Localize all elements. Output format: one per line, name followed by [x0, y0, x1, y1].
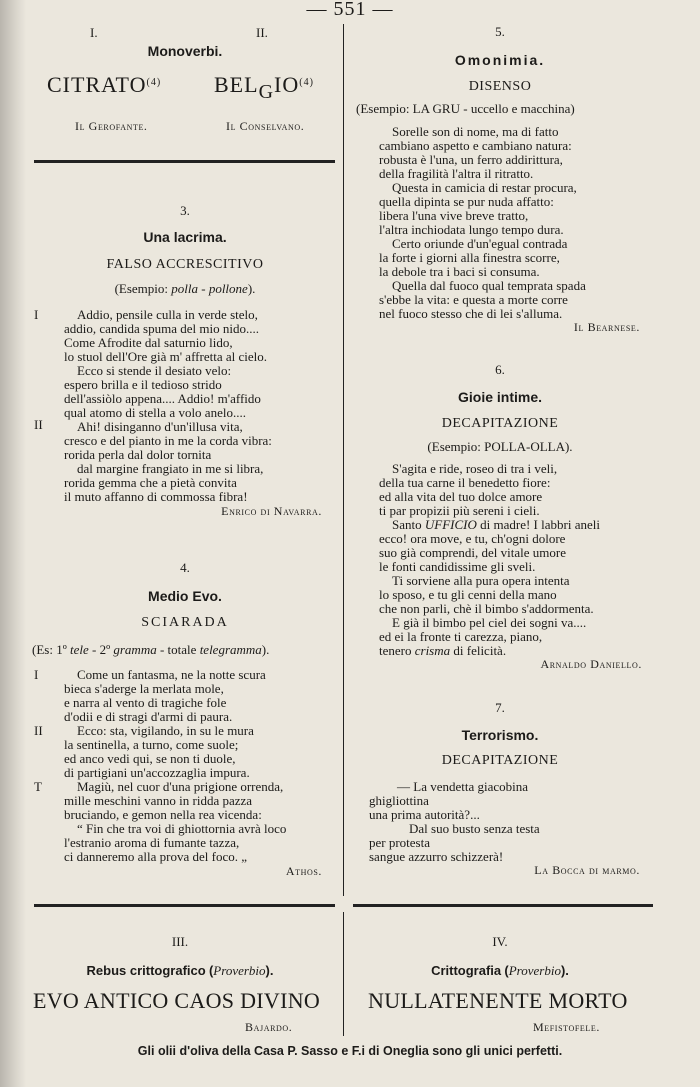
puzzle-4-example-f: telegramma	[199, 642, 262, 657]
puzzle-4-line: Ecco: sta, vigilando, in su le mura	[77, 723, 254, 738]
puzzle-3-example	[40, 281, 330, 297]
puzzle-3-line: Come Afrodite dal saturnio lido,	[64, 335, 233, 350]
puzzle-III-author: Bajardo.	[245, 1020, 293, 1034]
puzzle-6-line: della tua carne il benedetto fiore:	[379, 475, 551, 490]
puzzle-3-line: Ahi! disinganno d'un'illusa vita,	[77, 419, 243, 434]
puzzle-6-line-14-a: tenero	[379, 643, 415, 658]
puzzle-7-line: Dal suo busto senza testa	[409, 821, 540, 836]
puzzle-4-example-e: - totale	[156, 642, 200, 657]
puzzle-4-title: Medio Evo.	[148, 588, 222, 604]
puzzle-3-line: Addio, pensile culla in verde stelo,	[77, 307, 258, 322]
puzzle-2-answer	[214, 72, 314, 104]
puzzle-6-line-5-italic: UFFICIO	[424, 517, 477, 532]
puzzle-6-line: ti par propizii più sereni i cieli.	[379, 503, 540, 518]
puzzle-3-example-prefix: (Esempio:	[114, 281, 172, 296]
puzzle-5-line: Certo oriunde d'un'egual contrada	[392, 236, 568, 251]
puzzle-6-type: DECAPITAZIONE	[441, 416, 559, 431]
puzzle-3-line: rorida perla dal dolor tornita	[64, 447, 212, 462]
page-binding-shadow	[0, 0, 26, 1087]
puzzle-5-line: robusta è l'una, un ferro addirittura,	[379, 152, 563, 167]
divider-left-1	[34, 160, 335, 163]
puzzle-6-line: ed alla vita del tuo dolce amore	[379, 489, 543, 504]
puzzle-4-type: SCIARADA	[141, 615, 229, 630]
puzzle-3-line: cresco e del pianto in me la corda vibra:	[64, 433, 272, 448]
puzzle-3-line: addio, candida spuma del mio nido....	[64, 321, 259, 336]
puzzle-7-line: — La vendetta giacobina	[397, 779, 529, 794]
puzzle-6-line-14-b: di felicità.	[450, 643, 507, 658]
puzzle-III-subtitle: Proverbio	[213, 963, 266, 978]
puzzle-6-title: Gioie intime.	[457, 389, 542, 405]
puzzle-7-line: per protesta	[369, 835, 431, 850]
puzzle-5-author: Il Bearnese.	[573, 320, 640, 334]
puzzle-5-example: (Esempio: LA GRU - uccello e macchina)	[356, 101, 575, 116]
puzzle-4-example	[32, 642, 269, 658]
puzzle-1-author: Il Gerofante.	[75, 119, 148, 133]
puzzle-IV-answer: NULLATENENTE MORTO	[368, 988, 628, 1013]
puzzle-6-line: S'agita e ride, roseo di tra i veli,	[392, 461, 558, 476]
puzzle-5-line: Questa in camicia di restar procura,	[392, 180, 577, 195]
puzzle-5-line: s'ebbe la vita: e questa a morte corre	[379, 292, 568, 307]
puzzle-4-line: bruciando, e gemon nella rea vicenda:	[64, 807, 262, 822]
puzzle-5-line: la debole tra i baci si consuma.	[379, 264, 540, 279]
puzzle-7-number: 7.	[495, 700, 505, 715]
puzzle-6-number: 6.	[495, 362, 505, 377]
puzzle-3-title: Una lacrima.	[143, 229, 227, 245]
puzzle-1-answer-text: CITRATO	[47, 72, 147, 97]
puzzle-4-line: “ Fin che tra voi di ghiottornia avrà loco	[77, 821, 287, 836]
puzzle-4-line: mille meschini vanno in ridda pazza	[64, 793, 253, 808]
puzzle-3-author: Enrico di Navarra.	[221, 504, 322, 518]
puzzle-4-line: di partigiani un'accozzaglia impura.	[64, 765, 250, 780]
puzzle-4-marker-3: T	[34, 779, 42, 794]
puzzle-4-marker-2: II	[34, 723, 43, 738]
puzzle-III-numeral: III.	[171, 934, 189, 949]
footer-advertisement: Gli olii d'oliva della Casa P. Sasso e F.i di Oneglia sono gli unici perfetti.	[137, 1044, 563, 1058]
puzzle-III-title-text: Rebus crittografico	[86, 963, 206, 978]
puzzle-6-line: le fonti candidissime gli sveli.	[379, 559, 536, 574]
divider-bottom-left	[34, 904, 335, 907]
puzzle-5-title: Omonimia.	[454, 52, 546, 68]
puzzle-3-number: 3.	[180, 203, 190, 218]
puzzle-7-type: DECAPITAZIONE	[441, 753, 559, 768]
puzzle-4-line: bieca s'aderge la merlata mole,	[64, 681, 224, 696]
puzzle-3-line: dal margine frangiato in me si libra,	[77, 461, 264, 476]
puzzle-5-line: la forte i giorni alla finestra scorre,	[379, 250, 560, 265]
puzzle-4-line: ed anco vedi qui, se non ti duole,	[64, 751, 236, 766]
puzzle-4-example-d: gramma	[113, 642, 157, 657]
puzzle-2-answer-sub: G	[258, 81, 275, 103]
puzzle-7-line: sangue azzurro schizzerà!	[369, 849, 504, 864]
puzzle-III-answer: EVO ANTICO CAOS DIVINO	[33, 988, 321, 1013]
puzzle-5-line: cambiano aspetto e cambiano natura:	[379, 138, 572, 153]
puzzle-IV-title: Crittografia (Proverbio).	[431, 963, 569, 978]
puzzle-4-line: d'odii e di stragi d'armi di paura.	[64, 709, 233, 724]
puzzle-1-note: (4)	[146, 77, 162, 88]
puzzle-6-author: Arnaldo Daniello.	[540, 657, 642, 671]
puzzle-5-line: quella dipinta se pur nuda affatto:	[379, 194, 554, 209]
puzzle-IV-subtitle: Proverbio	[508, 963, 561, 978]
puzzle-7-author: La Bocca di marmo.	[534, 863, 640, 877]
puzzle-4-example-g: ).	[261, 642, 270, 657]
page-number: — 551 —	[306, 0, 394, 20]
puzzle-5-line: l'altra inchiodata lungo tempo dura.	[379, 222, 564, 237]
monoverbi-title: Monoverbi.	[147, 43, 223, 59]
puzzle-5-type: DISENSO	[468, 79, 532, 94]
puzzle-2-note: (4)	[299, 77, 314, 88]
puzzle-3-marker-2: II	[34, 417, 43, 432]
puzzle-6-line: ed ei la fronte ti carezza, piano,	[379, 629, 543, 644]
puzzle-4-example-b: tele	[69, 642, 89, 657]
puzzle-3-example-italic: polla - pollone	[171, 281, 248, 296]
puzzle-5-line: libera l'una vive breve tratto,	[379, 208, 529, 223]
puzzle-3-line: rorida gemma che a pietà convita	[64, 475, 237, 490]
puzzle-3-line: qual atomo di stella a volo anelo....	[64, 405, 246, 420]
column-divider-top	[343, 24, 344, 896]
puzzle-6-line: che non parli, chè il bimbo s'addormenta.	[379, 601, 594, 616]
puzzle-5-line: Sorelle son di nome, ma di fatto	[392, 124, 559, 139]
puzzle-2-author: Il Conselvano.	[226, 119, 305, 133]
puzzle-6-line: Ti sorviene alla pura opera intenta	[392, 573, 570, 588]
puzzle-4-example-a: (Es: 1º	[32, 642, 70, 657]
puzzle-2-answer-b: IO	[274, 72, 300, 97]
puzzle-4-line: Come un fantasma, ne la notte scura	[77, 667, 266, 682]
puzzle-4-line: ci danneremo alla prova del foco. „	[64, 849, 247, 864]
puzzle-7-title: Terrorismo.	[461, 727, 539, 743]
puzzle-6-line: E già il bimbo pel ciel dei sogni va....	[392, 615, 587, 630]
puzzle-IV-title-text: Crittografia	[431, 963, 502, 978]
puzzle-3-line: il muto affanno di commossa fibra!	[64, 489, 248, 504]
puzzle-2-numeral: II.	[256, 25, 268, 40]
puzzle-4-line: la sentinella, a turno, come suole;	[64, 737, 239, 752]
puzzle-3-line: espero brilla e il tedioso strido	[64, 377, 222, 392]
puzzle-2-answer-a: BEL	[214, 72, 259, 97]
puzzle-IV-author: Mefistofele.	[533, 1020, 600, 1034]
puzzle-3-marker-1: I	[34, 307, 39, 322]
puzzle-4-line: e narra al vento di tragiche fole	[64, 695, 227, 710]
puzzle-5-line: nel fuoco stesso che di lei s'alluma.	[379, 306, 563, 321]
puzzle-III-title: Rebus crittografico (Proverbio).	[86, 963, 274, 978]
puzzle-4-line: Magiù, nel cuor d'una prigione orrenda,	[77, 779, 284, 794]
puzzle-7-line: una prima autorità?...	[369, 807, 480, 822]
puzzle-6-line: lo sposo, e tu gli cenni della mano	[379, 587, 557, 602]
puzzle-6-line: suo già comprendi, del vitale umore	[379, 545, 567, 560]
puzzle-4-marker-1: I	[34, 667, 39, 682]
puzzle-5-line: Quella dal fuoco qual temprata spada	[392, 278, 586, 293]
puzzle-7-line: ghigliottina	[369, 793, 429, 808]
puzzle-6-line-5-a: Santo	[392, 517, 425, 532]
puzzle-6-example: (Esempio: POLLA-OLLA).	[427, 439, 573, 454]
puzzle-4-example-c: - 2º	[88, 642, 114, 657]
puzzle-3-line: lo stuol dell'Ore già m' affretta al cielo.	[64, 349, 267, 364]
puzzle-6-line-14-italic: crisma	[414, 643, 451, 658]
puzzle-6-line: ecco! ora move, e tu, ch'ogni dolore	[379, 531, 566, 546]
divider-bottom-right	[353, 904, 653, 907]
puzzle-3-example-suffix: ).	[247, 281, 256, 296]
puzzle-4-author: Athos.	[285, 864, 322, 878]
puzzle-3-line: dell'assiòlo appena.... Addio! m'affido	[64, 391, 261, 406]
puzzle-1-answer	[47, 72, 161, 98]
puzzle-5-line: della fragilità l'altra il ritratto.	[379, 166, 534, 181]
puzzle-IV-numeral: IV.	[492, 934, 508, 949]
puzzle-1-numeral: I.	[90, 25, 98, 40]
puzzle-3-line: Ecco si stende il desiato velo:	[77, 363, 232, 378]
puzzle-3-type: FALSO ACCRESCITIVO	[106, 257, 264, 272]
puzzle-6-line-5-b: di madre! I labbri aneli	[476, 517, 600, 532]
column-divider-bottom	[343, 912, 344, 1036]
puzzle-4-number: 4.	[180, 560, 190, 575]
puzzle-4-line: l'estranio aroma di fumante tazza,	[64, 835, 240, 850]
puzzle-5-number: 5.	[495, 24, 505, 39]
